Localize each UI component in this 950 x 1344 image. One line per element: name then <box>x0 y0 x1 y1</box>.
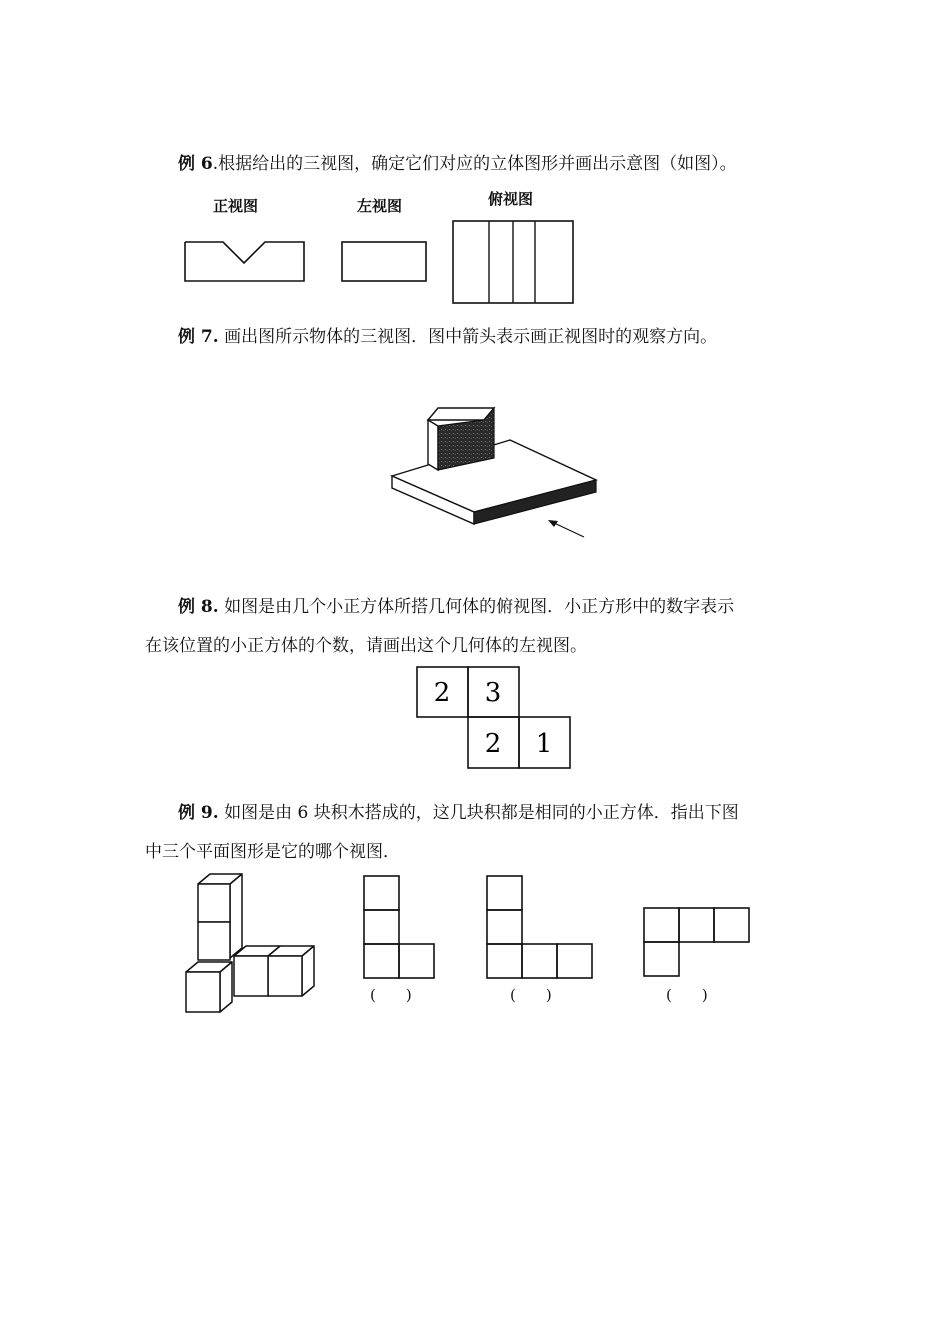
grid-cell-1: 2 <box>433 678 451 708</box>
top-view-figure <box>451 219 575 305</box>
ex9-text2: 中三个平面图形是它的哪个视图． <box>145 842 400 862</box>
ex6-text: .根据给出的三视图，确定它们对应的立体图形并画出示意图（如图）。 <box>212 154 737 174</box>
ex7-question <box>178 325 717 349</box>
ex7-label: 例 7. <box>178 327 219 347</box>
ex8-text1: 如图是由几个小正方体所搭几何体的俯视图．小正方形中的数字表示 <box>224 597 735 617</box>
grid-cell-3: 2 <box>484 729 502 759</box>
ex7-solid-figure <box>388 400 603 545</box>
ex9-view-2 <box>485 874 595 980</box>
ex6-label: 例 6 <box>178 154 213 174</box>
ex9-text1: 如图是由 6 块积木搭成的，这几块积都是相同的小正方体．指出下图 <box>224 803 739 823</box>
ex8-label: 例 8. <box>178 597 219 617</box>
left-view-figure <box>340 238 428 284</box>
front-view-figure <box>183 238 307 284</box>
ex9-question-line1 <box>178 801 739 825</box>
ex6-question <box>178 152 737 176</box>
ex8-top-view-grid <box>415 665 573 771</box>
ex9-view-3 <box>642 906 752 980</box>
grid-cell-4: 1 <box>535 729 553 759</box>
ex7-text: 画出图所示物体的三视图．图中箭头表示画正视图时的观察方向。 <box>224 327 718 347</box>
ex8-question-line2 <box>145 634 587 658</box>
ex9-question-line2 <box>145 840 400 864</box>
ex9-answer-1[interactable]: ( ) <box>370 986 412 1004</box>
ex9-answer-2[interactable]: ( ) <box>510 986 552 1004</box>
top-view-label: 俯视图 <box>488 190 534 208</box>
grid-cell-2: 3 <box>484 678 502 708</box>
ex8-text2: 在该位置的小正方体的个数，请画出这个几何体的左视图。 <box>145 636 587 656</box>
ex8-question-line1 <box>178 595 734 619</box>
front-view-label: 正视图 <box>213 197 259 215</box>
left-view-label: 左视图 <box>357 197 403 215</box>
ex9-label: 例 9. <box>178 803 219 823</box>
ex9-view-1 <box>362 874 438 980</box>
ex9-cube-stack-figure <box>182 874 322 1016</box>
ex9-answer-3[interactable]: ( ) <box>666 986 708 1004</box>
